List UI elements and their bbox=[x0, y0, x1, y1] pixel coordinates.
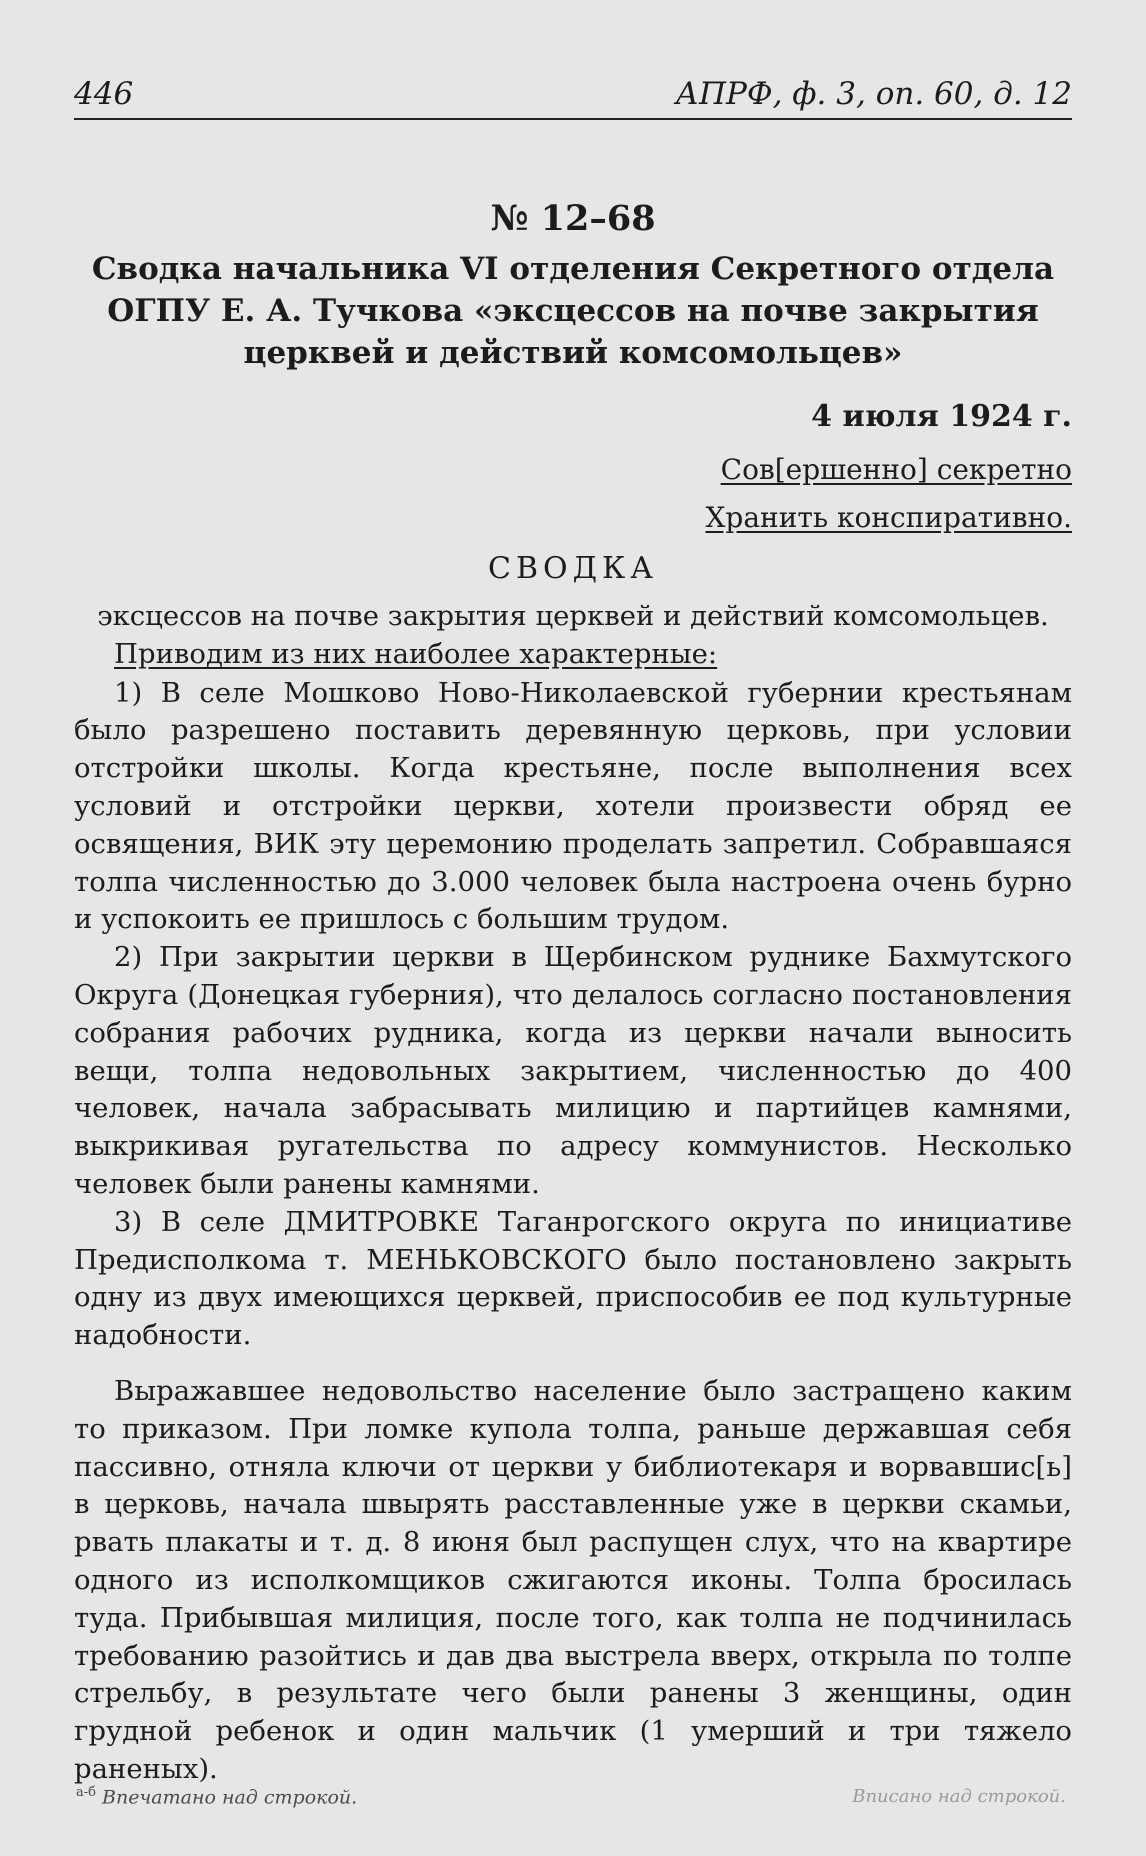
archive-reference: АПРФ, ф. 3, оп. 60, д. 12 bbox=[675, 76, 1072, 112]
intro-line bbox=[74, 636, 1072, 674]
secrecy-label: Сов[ершенно] секретно bbox=[720, 453, 1072, 486]
paragraph: 2) При закрытии церкви в Щербинском руднике Бахмутского Округа (Донецкая губерния), что делалось согласно постановления собрания рабочих рудника, когда из церкви начали выносить вещи, толпа недовольных закрытием, численностью до 400 человек, начала забрасывать милицию и партийцев камнями, выкрикивая ругательства по адресу коммунистов. Несколько человек были ранены камнями. bbox=[74, 941, 1072, 1200]
footnote-text: Впечатано над строкой. bbox=[102, 1786, 358, 1809]
paragraph: 1) В селе Мошково Ново-Николаевской губернии крестьянам было разрешено поставить деревянную церковь, при условии отстройки школы. Когда крестьяне, после выполнения всех условий и отстройки церкви, хотели произвести обряд ее освящения, ВИК эту церемонию проделать запретил. Собравшаяся толпа численностью до 3.000 человек была настроена очень бурно и успокоить ее пришлось с большим трудом. bbox=[74, 676, 1072, 936]
header-rule bbox=[74, 118, 1072, 120]
report-subheading: эксцессов на почве закрытия церквей и действий комсомольцев. bbox=[97, 600, 1049, 632]
document-date: 4 июля 1924 г. bbox=[811, 399, 1072, 434]
document-number: № 12–68 bbox=[490, 198, 656, 239]
title-line: Сводка начальника VI отделения Секретного отдела bbox=[91, 251, 1055, 287]
report-heading: СВОДКА bbox=[488, 551, 658, 586]
title-line: ОГПУ Е. А. Тучкова «эксцессов на почве закрытия bbox=[107, 293, 1039, 329]
report-body bbox=[74, 598, 1072, 1789]
secrecy-stamp bbox=[706, 446, 1073, 542]
paragraph: 3) В селе ДМИТРОВКЕ Таганрогского округа по инициативе Предисполкома т. МЕНЬКОВСКОГО было постановлено закрыть одну из двух имеющихся церквей, приспособив ее под культурные надобности. bbox=[74, 1205, 1072, 1352]
intro-text: Приводим из них наиболее характерные: bbox=[114, 637, 718, 670]
title-line: церквей и действий комсомольцев» bbox=[243, 335, 903, 371]
document-title bbox=[90, 248, 1056, 374]
footnote-marker: а-б bbox=[76, 1785, 96, 1800]
handling-label: Хранить конспиративно. bbox=[705, 501, 1072, 534]
footnote bbox=[76, 1785, 357, 1808]
bleed-through-text: Вписано над строкой. bbox=[852, 1786, 1066, 1807]
running-header bbox=[74, 76, 1072, 116]
paragraph: Выражавшее недовольство население было застращено каким то приказом. При ломке купола толпа, раньше державшая себя пассивно, отняла ключи от церкви у библиотекаря и ворвавшис[ь] в церковь, начала швырять расставленные уже в церкви скамьи, рвать плакаты и т. д. 8 июня был распущен слух, что на квартире одного из исполкомщиков сжигаются иконы. Толпа бросилась туда. Прибывшая милиция, после того, как толпа не подчинилась требованию разойтись и дав два выстрела вверх, открыла по толпе стрельбу, в результате чего были ранены 3 женщины, один грудной ребенок и один мальчик (1 умерший и три тяжело раненых). bbox=[74, 1374, 1072, 1785]
page-number: 446 bbox=[74, 76, 134, 112]
